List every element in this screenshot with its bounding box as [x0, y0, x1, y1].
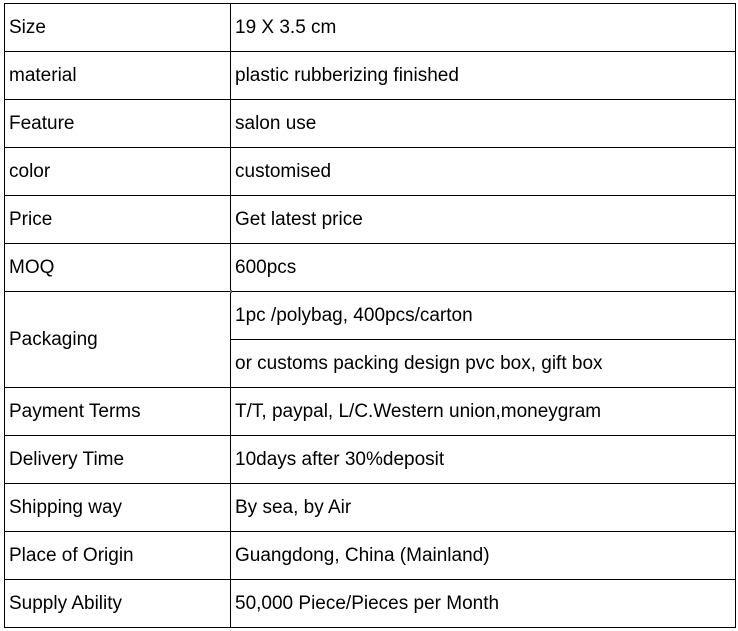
- row-value: 10days after 30%deposit: [231, 436, 736, 484]
- row-value: salon use: [231, 100, 736, 148]
- table-row-size: [5, 4, 736, 52]
- row-label: MOQ: [5, 244, 231, 292]
- row-label: Delivery Time: [5, 436, 231, 484]
- row-value: By sea, by Air: [231, 484, 736, 532]
- table-row-payment-terms: [5, 388, 736, 436]
- table-row-moq: [5, 244, 736, 292]
- table-row-color: [5, 148, 736, 196]
- row-value: T/T, paypal, L/C.Western union,moneygram: [231, 388, 736, 436]
- row-label: Payment Terms: [5, 388, 231, 436]
- row-value: or customs packing design pvc box, gift box: [231, 340, 736, 388]
- table-row-delivery-time: [5, 436, 736, 484]
- row-label: Packaging: [5, 292, 231, 388]
- cell-marker: [230, 290, 232, 293]
- row-label: Place of Origin: [5, 532, 231, 580]
- row-value: Get latest price: [231, 196, 736, 244]
- row-label: Price: [5, 196, 231, 244]
- row-label: Shipping way: [5, 484, 231, 532]
- row-value: Guangdong, China (Mainland): [231, 532, 736, 580]
- row-value: customised: [231, 148, 736, 196]
- table-row-material: [5, 52, 736, 100]
- table-row-place-of-origin: [5, 532, 736, 580]
- table-row-shipping-way: [5, 484, 736, 532]
- row-label: Supply Ability: [5, 580, 231, 628]
- table-row-price: [5, 196, 736, 244]
- row-label: color: [5, 148, 231, 196]
- table-row-feature: [5, 100, 736, 148]
- row-value: 19 X 3.5 cm: [231, 4, 736, 52]
- product-spec-table: [4, 3, 736, 628]
- row-value: 600pcs: [231, 244, 736, 292]
- row-label: Feature: [5, 100, 231, 148]
- table-row-supply-ability: [5, 580, 736, 628]
- row-label: Size: [5, 4, 231, 52]
- row-value: 1pc /polybag, 400pcs/carton: [231, 292, 736, 340]
- table-row-packaging: [5, 292, 736, 340]
- row-label: material: [5, 52, 231, 100]
- row-value: plastic rubberizing finished: [231, 52, 736, 100]
- row-value: 50,000 Piece/Pieces per Month: [231, 580, 736, 628]
